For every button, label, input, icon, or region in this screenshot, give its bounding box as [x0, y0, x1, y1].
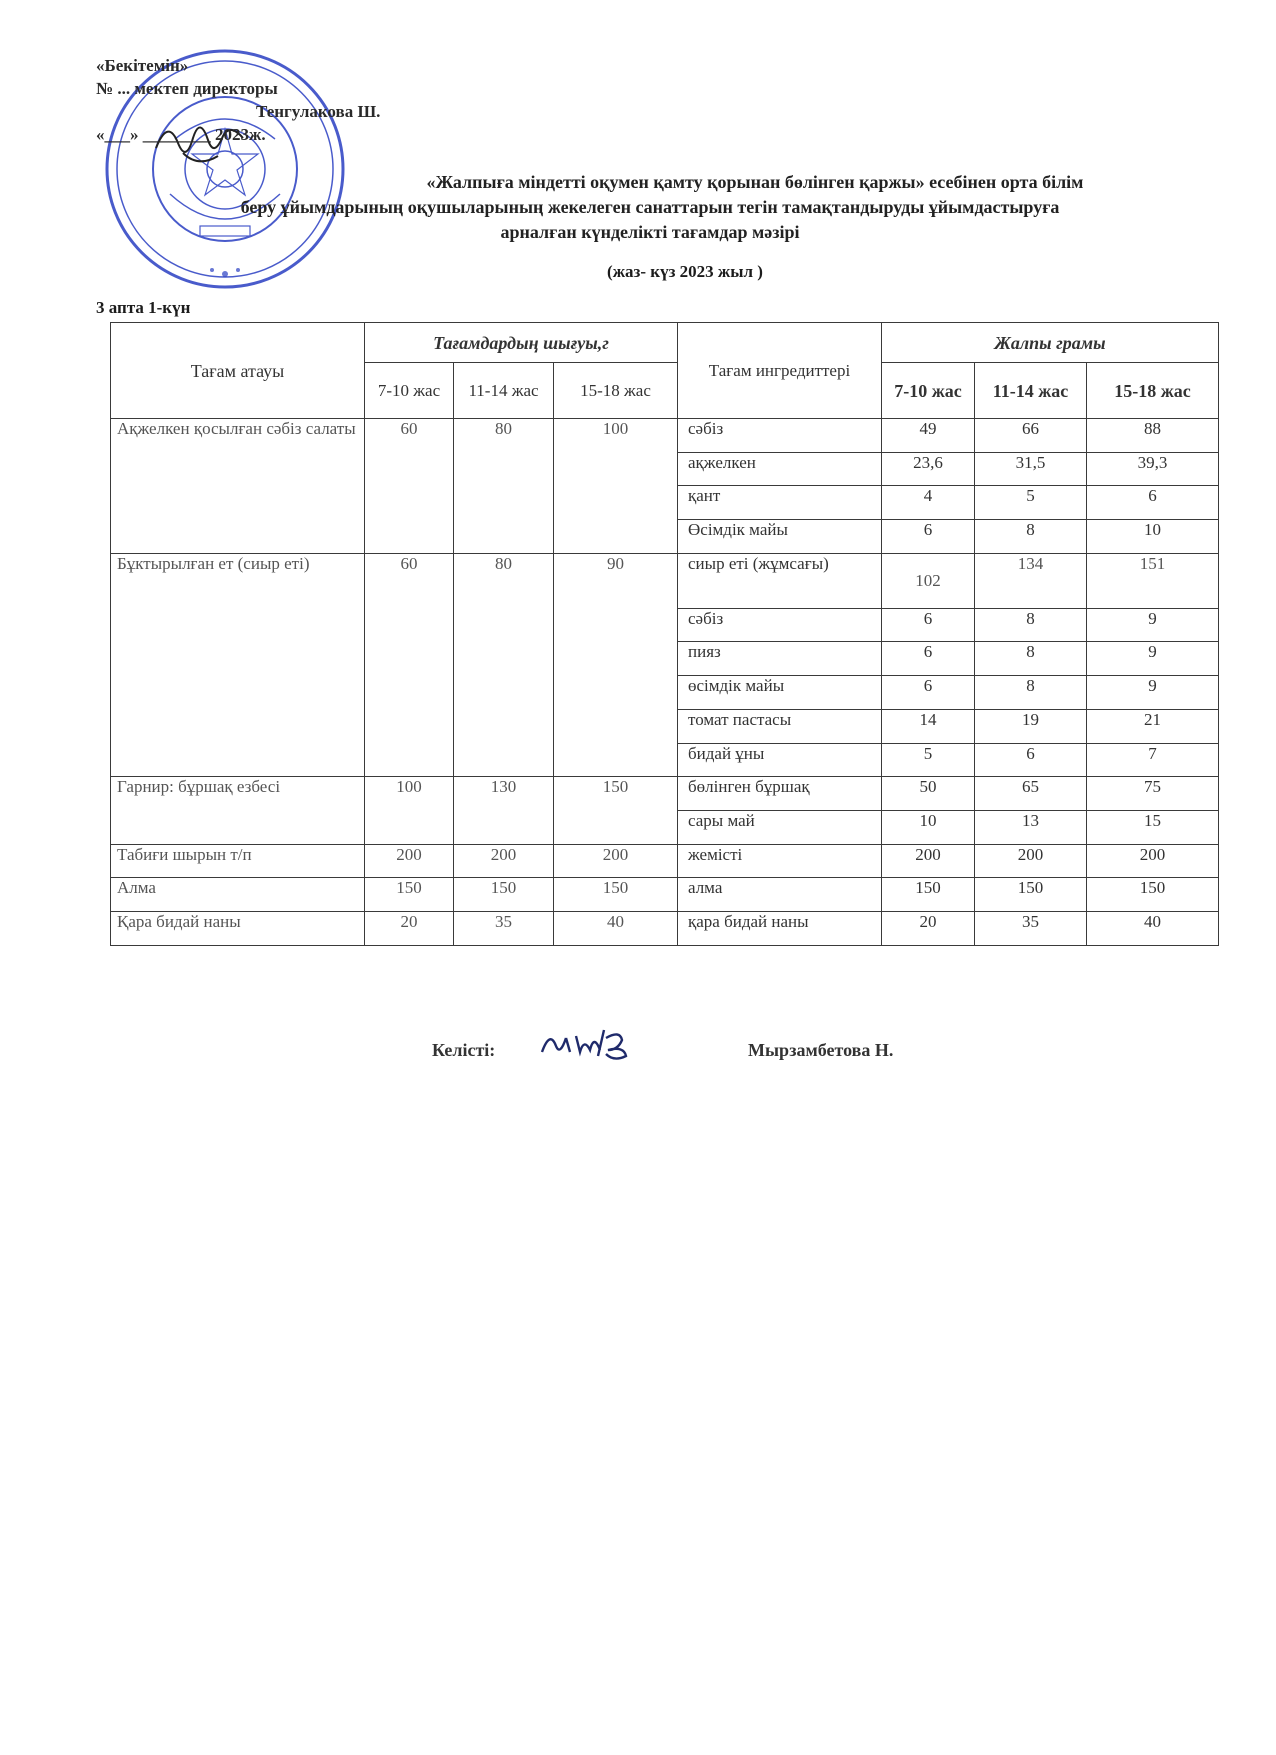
table-row	[111, 912, 1219, 946]
table-row	[111, 553, 1219, 608]
gross-cell: 6	[882, 642, 975, 676]
ingredient-cell: сәбіз	[678, 419, 882, 453]
gross-cell: 6	[1087, 486, 1219, 520]
output-cell: 35	[454, 912, 554, 946]
gross-cell: 5	[975, 486, 1087, 520]
gross-cell: 5	[882, 743, 975, 777]
gross-cell: 8	[975, 676, 1087, 710]
ingredient-cell: сиыр еті (жұмсағы)	[678, 553, 882, 608]
dish-name-cell: Гарнир: бұршақ езбесі	[111, 777, 365, 844]
table-row	[111, 777, 1219, 811]
ingredient-cell: қант	[678, 486, 882, 520]
gross-cell: 20	[882, 912, 975, 946]
approved-label: Келісті:	[432, 1040, 496, 1060]
output-cell: 100	[365, 777, 454, 844]
ingredient-cell: сары май	[678, 811, 882, 845]
ingredient-cell: жемісті	[678, 844, 882, 878]
gross-cell: 39,3	[1087, 452, 1219, 486]
gross-cell: 6	[882, 608, 975, 642]
gross-cell: 200	[1087, 844, 1219, 878]
gross-cell: 10	[882, 811, 975, 845]
output-cell: 150	[554, 777, 678, 844]
gross-cell: 15	[1087, 811, 1219, 845]
gross-cell: 200	[882, 844, 975, 878]
gross-cell: 8	[975, 608, 1087, 642]
gross-cell: 14	[882, 709, 975, 743]
output-cell: 90	[554, 553, 678, 776]
header-output-age-1: 7-10 жас	[365, 363, 454, 419]
gross-cell: 23,6	[882, 452, 975, 486]
gross-cell: 88	[1087, 419, 1219, 453]
gross-cell: 200	[975, 844, 1087, 878]
gross-cell: 6	[975, 743, 1087, 777]
gross-cell: 151	[1087, 553, 1219, 608]
header-gross: Жалпы грамы	[882, 323, 1219, 363]
dish-name-cell: Ақжелкен қосылған сәбіз салаты	[111, 419, 365, 554]
approver-signature	[536, 1016, 656, 1066]
approver-name: Мырзамбетова Н.	[748, 1040, 894, 1060]
gross-cell: 40	[1087, 912, 1219, 946]
menu-table	[110, 322, 1219, 946]
ingredient-cell: өсімдік майы	[678, 676, 882, 710]
ingredient-cell: қара бидай наны	[678, 912, 882, 946]
gross-cell: 8	[975, 642, 1087, 676]
document-subtitle: (жаз- күз 2023 жыл )	[607, 262, 763, 281]
output-cell: 150	[554, 878, 678, 912]
gross-cell: 150	[882, 878, 975, 912]
week-label: 3 апта 1-күн	[96, 298, 191, 317]
gross-cell: 31,5	[975, 452, 1087, 486]
gross-cell: 66	[975, 419, 1087, 453]
approval-line-4: «___» ________ 2023ж.	[96, 125, 266, 144]
ingredient-cell: пияз	[678, 642, 882, 676]
table-row	[111, 844, 1219, 878]
header-dish-name: Тағам атауы	[111, 323, 365, 419]
title-line-1: «Жалпыға міндетті оқумен қамту қорынан бөлінген қаржы» есебінен орта білім	[426, 172, 1084, 192]
gross-cell: 150	[1087, 878, 1219, 912]
gross-cell: 13	[975, 811, 1087, 845]
dish-name-cell: Қара бидай наны	[111, 912, 365, 946]
gross-cell: 150	[975, 878, 1087, 912]
header-output: Тағамдардың шығуы,г	[365, 323, 678, 363]
gross-cell: 6	[882, 676, 975, 710]
table-row	[111, 878, 1219, 912]
approval-line-3: Тенгулакова Ш.	[256, 102, 381, 121]
header-output-age-2: 11-14 жас	[454, 363, 554, 419]
gross-cell: 10	[1087, 520, 1219, 554]
gross-cell: 9	[1087, 676, 1219, 710]
gross-cell: 9	[1087, 642, 1219, 676]
gross-cell: 49	[882, 419, 975, 453]
header-ingredients: Тағам ингредиттері	[678, 323, 882, 419]
gross-cell: 75	[1087, 777, 1219, 811]
ingredient-cell: ақжелкен	[678, 452, 882, 486]
gross-cell: 9	[1087, 608, 1219, 642]
output-cell: 200	[554, 844, 678, 878]
table-row	[111, 419, 1219, 453]
header-output-age-3: 15-18 жас	[554, 363, 678, 419]
output-cell: 60	[365, 553, 454, 776]
gross-cell: 102	[882, 553, 975, 608]
output-cell: 40	[554, 912, 678, 946]
gross-cell: 19	[975, 709, 1087, 743]
header-gross-age-2: 11-14 жас	[975, 363, 1087, 419]
output-cell: 80	[454, 553, 554, 776]
gross-cell: 21	[1087, 709, 1219, 743]
gross-cell: 134	[975, 553, 1087, 608]
output-cell: 150	[365, 878, 454, 912]
output-cell: 60	[365, 419, 454, 554]
gross-cell: 6	[882, 520, 975, 554]
gross-cell: 8	[975, 520, 1087, 554]
menu-table-body	[111, 419, 1219, 946]
approval-line-2: № ... мектеп директоры	[96, 79, 278, 98]
output-cell: 80	[454, 419, 554, 554]
dish-name-cell: Алма	[111, 878, 365, 912]
ingredient-cell: томат пастасы	[678, 709, 882, 743]
ingredient-cell: Өсімдік майы	[678, 520, 882, 554]
gross-cell: 4	[882, 486, 975, 520]
ingredient-cell: бидай ұны	[678, 743, 882, 777]
ingredient-cell: сәбіз	[678, 608, 882, 642]
document-title	[120, 170, 1180, 245]
ingredient-cell: бөлінген бұршақ	[678, 777, 882, 811]
output-cell: 200	[454, 844, 554, 878]
dish-name-cell: Бұктырылған ет (сиыр еті)	[111, 553, 365, 776]
title-line-2: беру ұйымдарының оқушыларының жекелеген санаттарын тегін тамақтандыруды ұйымдастыруға	[240, 197, 1060, 217]
approval-block	[96, 54, 380, 146]
output-cell: 150	[454, 878, 554, 912]
output-cell: 20	[365, 912, 454, 946]
gross-cell: 65	[975, 777, 1087, 811]
header-gross-age-3: 15-18 жас	[1087, 363, 1219, 419]
output-cell: 200	[365, 844, 454, 878]
ingredient-cell: алма	[678, 878, 882, 912]
gross-cell: 7	[1087, 743, 1219, 777]
approval-line-1: «Бекітемін»	[96, 56, 189, 75]
title-line-3: арналған күнделікті тағамдар мәзірі	[500, 222, 800, 242]
dish-name-cell: Табиғи шырын т/п	[111, 844, 365, 878]
gross-cell: 50	[882, 777, 975, 811]
gross-cell: 35	[975, 912, 1087, 946]
output-cell: 130	[454, 777, 554, 844]
output-cell: 100	[554, 419, 678, 554]
header-gross-age-1: 7-10 жас	[882, 363, 975, 419]
